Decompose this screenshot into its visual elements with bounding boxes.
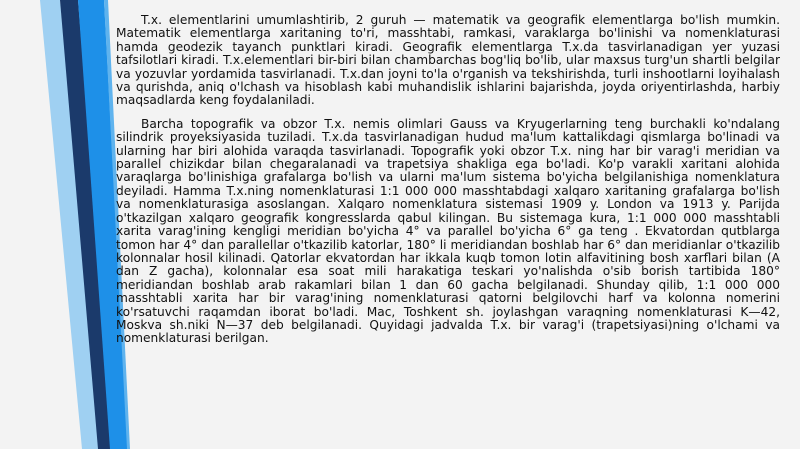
decorative-stripes [0, 0, 130, 449]
text-body [116, 14, 780, 346]
paragraph-1: T.x. elementlarini umumlashtirib, 2 guruh — matematik va geografik elementlarga bo'lish mumkin. Matematik elementlarga xaritaning to'ri, masshtabi, ramkasi, varaklarga bo'linishi va nomenklaturasi hamda geodezik tayanch punktlari kiradi. Geografik elementlarga T.x.da tasvirlanadigan yer yuzasi tafsilotlari kiradi. T.x.elementlari bir-biri bilan chambarchas bog'liq bo'lib, ular maxsus turg'un shartli belgilar va yozuvlar yordamida tasvirlanadi. T.x.dan joyni to'la o'rganish va tekshirishda, turli inshootlarni loyihalash va qurishda, aniq o'lchash va hisoblash kabi muhandislik ishlarini bajarishda, joyda oriyentirlashda, harbiy maqsadlarda keng foydalaniladi. [116, 13, 780, 108]
paragraph-2: Barcha topografik va obzor T.x. nemis olimlari Gauss va Kryugerlarning teng burchakli ko'ndalang silindrik proyeksiyasida tuziladi. T.x.da tasvirlanadigan hudud ma'lum kattalikdagi qismlarga bo'linadi va ularning har biri alohida varaqda tasvirlanadi. Topografik yoki obzor T.x. ning har bir varag'i meridian va parallel chizikdar bilan chegaralanadi va trapetsiya shakliga ega bo'ladi. Ko'p varakli xaritani alohida varaqlarga bo'linishiga grafalarga bo'lish va ularni ma'lum sistema bo'yicha belgilanishiga nomenklatura deyiladi. Hamma T.x.ning nomenklaturasi 1:1 000 000 masshtabdagi xalqaro xaritaning grafalarga bo'lish va nomenklaturasiga asoslangan. Xalqaro nomenklatura sistemasi 1909 y. London va 1913 y. Parijda o'tkazilgan xalqaro geografik kongresslarda qabul kilingan. Bu sistemaga kura, 1:1 000 000 masshtabli xarita varag'ining kengligi meridian bo'yicha 4° va parallel bo'yicha 6° ga teng . Ekvatordan qutblarga tomon har 4° dan parallellar o'tkazilib katorlar, 180° li meridiandan boshlab har 6° dan meridianlar o'tkazilib kolonnalar hosil kilinadi. Qatorlar ekvatordan har ikkala kuqb tomon lotin alfavitining bosh xarflari bilan (A dan Z gacha), kolonnalar esa soat mili harakatiga teskari yo'nalishda o'sib borish tartibida 180° meridiandan boshlab arab rakamlari bilan 1 dan 60 gacha belgilanadi. Shunday qilib, 1:1 000 000 masshtabli xarita har bir varag'ining nomenklaturasi qatorni belgilovchi harf va kolonna nomerini ko'rsatuvchi raqamdan iborat bo'ladi. Mac, Toshkent sh. joylashgan varaqning nomenklaturasi K—42, Moskva sh.niki N—37 deb belgilanadi. Quyidagi jadvalda T.x. bir varag'i (trapetsiyasi)ning o'lchami va nomenklaturasi berilgan. [116, 116, 780, 346]
